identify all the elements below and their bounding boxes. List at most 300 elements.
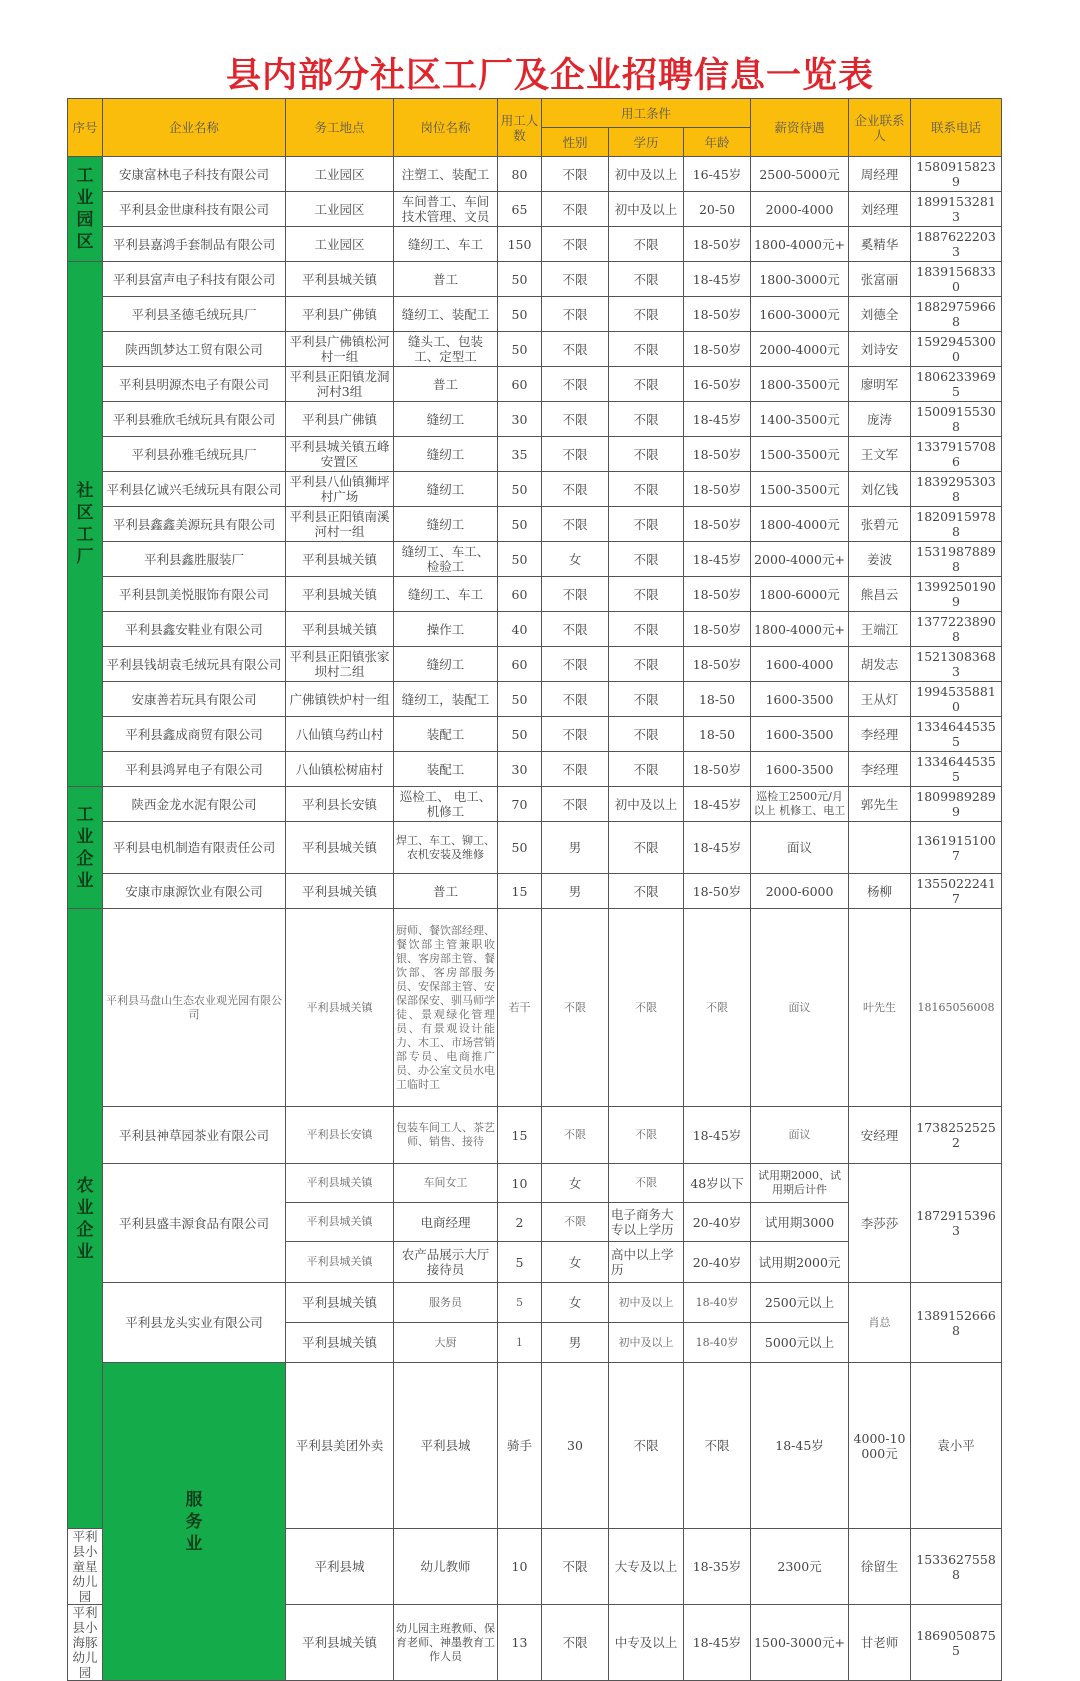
education: 初中及以上 bbox=[609, 1323, 684, 1363]
phone: 18099892899 bbox=[911, 787, 1002, 822]
headcount: 30 bbox=[498, 402, 542, 437]
category-agricultural-enterprise: 农业企业 bbox=[68, 909, 103, 1529]
gender: 不限 bbox=[542, 647, 609, 682]
table-row bbox=[68, 227, 1002, 262]
phone: 18829759668 bbox=[911, 297, 1002, 332]
age: 20-40岁 bbox=[684, 1203, 751, 1242]
phone: 18690508755 bbox=[911, 1605, 1002, 1681]
table-row bbox=[68, 1283, 1002, 1323]
work-location: 平利县八仙镇狮坪村广场 bbox=[286, 472, 394, 507]
position: 缝纫工 bbox=[394, 402, 498, 437]
gender: 不限 bbox=[542, 332, 609, 367]
gender: 不限 bbox=[542, 507, 609, 542]
headcount: 40 bbox=[498, 612, 542, 647]
phone: 13346445355 bbox=[911, 752, 1002, 787]
phone: 13619151007 bbox=[911, 822, 1002, 874]
phone: 18729153963 bbox=[911, 1164, 1002, 1283]
company-name: 平利县电机制造有限责任公司 bbox=[103, 822, 286, 874]
company-name: 平利县明源杰电子有限公司 bbox=[103, 367, 286, 402]
header-salary: 薪资待遇 bbox=[751, 99, 849, 157]
header-education: 学历 bbox=[609, 128, 684, 157]
phone: 15929453000 bbox=[911, 332, 1002, 367]
table-row bbox=[68, 297, 1002, 332]
work-location: 平利县城关镇 bbox=[286, 1203, 394, 1242]
table-row bbox=[68, 437, 1002, 472]
table-row bbox=[68, 647, 1002, 682]
phone: 18991532813 bbox=[911, 192, 1002, 227]
contact-person: 王从灯 bbox=[849, 682, 911, 717]
position: 缝纫工，装配工 bbox=[394, 682, 498, 717]
work-location: 平利县广佛镇松河村一组 bbox=[286, 332, 394, 367]
position: 缝纫工 bbox=[394, 647, 498, 682]
education: 不限 bbox=[609, 874, 684, 909]
age: 16-45岁 bbox=[684, 157, 751, 192]
work-location: 平利县城关镇 bbox=[286, 874, 394, 909]
salary: 1400-3500元 bbox=[751, 402, 849, 437]
gender: 不限 bbox=[542, 1529, 609, 1605]
phone: 18062339695 bbox=[911, 367, 1002, 402]
contact-person: 周经理 bbox=[849, 157, 911, 192]
salary: 1800-3500元 bbox=[751, 367, 849, 402]
company-name: 平利县马盘山生态农业观光园有限公司 bbox=[103, 909, 286, 1107]
gender: 女 bbox=[542, 542, 609, 577]
position: 缝纫工、车工 bbox=[394, 227, 498, 262]
contact-person: 刘德全 bbox=[849, 297, 911, 332]
table-row bbox=[68, 752, 1002, 787]
gender: 不限 bbox=[542, 787, 609, 822]
salary: 1800-4000元+ bbox=[751, 612, 849, 647]
salary: 面议 bbox=[751, 1107, 849, 1164]
gender: 女 bbox=[542, 1242, 609, 1283]
salary: 1800-4000元+ bbox=[751, 227, 849, 262]
education: 不限 bbox=[609, 472, 684, 507]
position: 巡检工、 电工、机修工 bbox=[394, 787, 498, 822]
education: 不限 bbox=[609, 227, 684, 262]
gender: 不限 bbox=[542, 157, 609, 192]
headcount: 5 bbox=[498, 1283, 542, 1323]
gender: 不限 bbox=[542, 192, 609, 227]
gender: 女 bbox=[542, 1164, 609, 1203]
table-row bbox=[68, 507, 1002, 542]
headcount: 5 bbox=[498, 1242, 542, 1283]
salary: 5000元以上 bbox=[751, 1323, 849, 1363]
work-location: 工业园区 bbox=[286, 157, 394, 192]
education: 不限 bbox=[609, 402, 684, 437]
contact-person: 王端江 bbox=[849, 612, 911, 647]
education: 初中及以上 bbox=[609, 192, 684, 227]
table-row bbox=[68, 909, 1002, 1107]
education: 不限 bbox=[609, 367, 684, 402]
table-row bbox=[68, 577, 1002, 612]
education: 初中及以上 bbox=[609, 787, 684, 822]
work-location: 平利县广佛镇 bbox=[286, 297, 394, 332]
phone: 15336275588 bbox=[911, 1529, 1002, 1605]
company-name: 安康善若玩具有限公司 bbox=[103, 682, 286, 717]
category-industrial-enterprise: 工业企业 bbox=[68, 787, 103, 909]
position: 缝纫工、车工、检验工 bbox=[394, 542, 498, 577]
age: 18-45岁 bbox=[684, 822, 751, 874]
work-location: 平利县城关镇 bbox=[286, 909, 394, 1107]
education: 不限 bbox=[609, 1107, 684, 1164]
work-location: 广佛镇铁炉村一组 bbox=[286, 682, 394, 717]
position: 车间女工 bbox=[394, 1164, 498, 1203]
salary: 1600-4000 bbox=[751, 647, 849, 682]
table-row bbox=[68, 262, 1002, 297]
position: 缝纫工 bbox=[394, 472, 498, 507]
education: 不限 bbox=[609, 822, 684, 874]
headcount: 50 bbox=[498, 507, 542, 542]
phone: 13992501909 bbox=[911, 577, 1002, 612]
work-location: 平利县城关镇 bbox=[286, 1242, 394, 1283]
position: 普工 bbox=[394, 262, 498, 297]
education: 不限 bbox=[609, 909, 684, 1107]
position: 厨师、餐饮部经理、餐饮部主管兼职收银、客房部主管、餐饮部、客房部服务员、安保部主管、安保部保安、驯马师学徒、景观绿化管理员、有景观设计能力、木工、市场营销部专员、电商推广员、办公室文员水电工临时工 bbox=[394, 909, 498, 1107]
contact-person: 甘老师 bbox=[849, 1605, 911, 1681]
age: 18-50岁 bbox=[684, 874, 751, 909]
age: 18-40岁 bbox=[684, 1323, 751, 1363]
position: 骑手 bbox=[498, 1363, 542, 1529]
education: 不限 bbox=[609, 507, 684, 542]
education: 不限 bbox=[684, 1363, 751, 1529]
salary: 2000-4000元 bbox=[751, 332, 849, 367]
work-location: 平利县城关镇五峰安置区 bbox=[286, 437, 394, 472]
age: 16-50岁 bbox=[684, 367, 751, 402]
company-name: 平利县鑫成商贸有限公司 bbox=[103, 717, 286, 752]
phone: 18392953038 bbox=[911, 472, 1002, 507]
education: 不限 bbox=[609, 752, 684, 787]
headcount: 50 bbox=[498, 717, 542, 752]
education: 不限 bbox=[609, 612, 684, 647]
category-service-industry: 服务业 bbox=[103, 1363, 286, 1681]
contact-person: 叶先生 bbox=[849, 909, 911, 1107]
table-row bbox=[68, 1164, 1002, 1203]
salary: 面议 bbox=[751, 909, 849, 1107]
phone: 18391568330 bbox=[911, 262, 1002, 297]
contact-person: 郭先生 bbox=[849, 787, 911, 822]
contact-person: 刘诗安 bbox=[849, 332, 911, 367]
position: 普工 bbox=[394, 367, 498, 402]
work-location: 平利县正阳镇张家坝村二组 bbox=[286, 647, 394, 682]
gender: 不限 bbox=[542, 437, 609, 472]
work-location: 平利县城关镇 bbox=[286, 262, 394, 297]
phone: 17382525252 bbox=[911, 1107, 1002, 1164]
phone: 13550222417 bbox=[911, 874, 1002, 909]
salary: 1500-3000元+ bbox=[751, 1605, 849, 1681]
table-row bbox=[68, 874, 1002, 909]
headcount: 15 bbox=[498, 1107, 542, 1164]
table-row bbox=[68, 717, 1002, 752]
position: 幼儿教师 bbox=[394, 1529, 498, 1605]
header-headcount: 用工人数 bbox=[498, 99, 542, 157]
contact-person: 杨柳 bbox=[849, 874, 911, 909]
gender: 不限 bbox=[609, 1363, 684, 1529]
headcount: 60 bbox=[498, 577, 542, 612]
contact-person: 王文军 bbox=[849, 437, 911, 472]
position: 幼儿园主班教师、保育老师、神墨教育工作人员 bbox=[394, 1605, 498, 1681]
salary: 2000-4000 bbox=[751, 192, 849, 227]
position: 农产品展示大厅接待员 bbox=[394, 1242, 498, 1283]
education: 大专及以上 bbox=[609, 1529, 684, 1605]
position: 缝纫工、车工 bbox=[394, 577, 498, 612]
work-location: 平利县正阳镇龙洞河村3组 bbox=[286, 367, 394, 402]
salary: 试用期3000 bbox=[751, 1203, 849, 1242]
gender: 男 bbox=[542, 874, 609, 909]
company-name: 平利县雅欣毛绒玩具有限公司 bbox=[103, 402, 286, 437]
headcount: 13 bbox=[498, 1605, 542, 1681]
phone: 18165056008 bbox=[911, 909, 1002, 1107]
headcount: 50 bbox=[498, 332, 542, 367]
work-location: 八仙镇乌药山村 bbox=[286, 717, 394, 752]
position: 焊工、车工、铆工、农机安装及维修 bbox=[394, 822, 498, 874]
headcount: 若干 bbox=[498, 909, 542, 1107]
company-name: 平利县鑫安鞋业有限公司 bbox=[103, 612, 286, 647]
position: 服务员 bbox=[394, 1283, 498, 1323]
salary: 1500-3500元 bbox=[751, 472, 849, 507]
headcount: 35 bbox=[498, 437, 542, 472]
education: 初中及以上 bbox=[609, 157, 684, 192]
education: 初中及以上 bbox=[609, 1283, 684, 1323]
age: 18-45岁 bbox=[684, 787, 751, 822]
contact-person: 姜波 bbox=[849, 542, 911, 577]
contact-person: 张碧元 bbox=[849, 507, 911, 542]
company-name: 平利县小童星幼儿园 bbox=[68, 1529, 103, 1605]
work-location: 平利县城关镇 bbox=[286, 1164, 394, 1203]
contact-person: 徐留生 bbox=[849, 1529, 911, 1605]
company-name: 平利县鑫鑫美源玩具有限公司 bbox=[103, 507, 286, 542]
education: 电子商务大专以上学历 bbox=[609, 1203, 684, 1242]
company-name: 平利县龙头实业有限公司 bbox=[103, 1283, 286, 1363]
table-row bbox=[68, 367, 1002, 402]
gender: 不限 bbox=[542, 1605, 609, 1681]
company-name: 平利县金世康科技有限公司 bbox=[103, 192, 286, 227]
education: 中专及以上 bbox=[609, 1605, 684, 1681]
headcount: 1 bbox=[498, 1323, 542, 1363]
headcount: 2 bbox=[498, 1203, 542, 1242]
table-header bbox=[68, 99, 1002, 157]
position: 操作工 bbox=[394, 612, 498, 647]
contact-person: 张富丽 bbox=[849, 262, 911, 297]
work-location: 平利县城关镇 bbox=[286, 1283, 394, 1323]
age: 18-50岁 bbox=[684, 577, 751, 612]
salary: 2000-6000 bbox=[751, 874, 849, 909]
age: 18-45岁 bbox=[684, 1605, 751, 1681]
company-name: 平利县圣德毛绒玩具厂 bbox=[103, 297, 286, 332]
gender: 不限 bbox=[542, 297, 609, 332]
age: 18-45岁 bbox=[684, 262, 751, 297]
position: 缝头工、包装工、定型工 bbox=[394, 332, 498, 367]
position: 大厨 bbox=[394, 1323, 498, 1363]
education: 不限 bbox=[609, 577, 684, 612]
work-location: 平利县城关镇 bbox=[286, 822, 394, 874]
header-position: 岗位名称 bbox=[394, 99, 498, 157]
work-location: 平利县城关镇 bbox=[286, 577, 394, 612]
phone: 13772238908 bbox=[911, 612, 1002, 647]
table-row bbox=[68, 822, 1002, 874]
gender: 不限 bbox=[542, 227, 609, 262]
position: 缝纫工 bbox=[394, 507, 498, 542]
work-location: 工业园区 bbox=[286, 227, 394, 262]
contact-person: 安经理 bbox=[849, 1107, 911, 1164]
age: 18-50岁 bbox=[684, 612, 751, 647]
table-row bbox=[68, 472, 1002, 507]
table-row bbox=[68, 332, 1002, 367]
age: 18-45岁 bbox=[684, 542, 751, 577]
headcount: 60 bbox=[498, 367, 542, 402]
salary: 1800-6000元 bbox=[751, 577, 849, 612]
headcount: 150 bbox=[498, 227, 542, 262]
salary: 1800-3000元 bbox=[751, 262, 849, 297]
headcount: 15 bbox=[498, 874, 542, 909]
phone: 13379157086 bbox=[911, 437, 1002, 472]
gender: 不限 bbox=[542, 612, 609, 647]
position: 缝纫工 bbox=[394, 437, 498, 472]
age: 20-40岁 bbox=[684, 1242, 751, 1283]
salary: 1600-3500 bbox=[751, 717, 849, 752]
header-gender: 性别 bbox=[542, 128, 609, 157]
table-row bbox=[68, 192, 1002, 227]
contact-person: 肖总 bbox=[849, 1283, 911, 1363]
headcount: 30 bbox=[498, 752, 542, 787]
phone: 18209159788 bbox=[911, 507, 1002, 542]
headcount: 50 bbox=[498, 472, 542, 507]
age: 18-45岁 bbox=[684, 402, 751, 437]
education: 高中以上学历 bbox=[609, 1242, 684, 1283]
table-row bbox=[68, 1363, 1002, 1529]
salary: 2500元以上 bbox=[751, 1283, 849, 1323]
work-location: 平利县城 bbox=[394, 1363, 498, 1529]
salary bbox=[751, 787, 849, 822]
headcount: 60 bbox=[498, 647, 542, 682]
header-phone: 联系电话 bbox=[911, 99, 1002, 157]
header-company: 企业名称 bbox=[103, 99, 286, 157]
table-row bbox=[68, 542, 1002, 577]
header-conditions: 用工条件 bbox=[542, 99, 751, 128]
page-title: 县内部分社区工厂及企业招聘信息一览表 bbox=[225, 56, 874, 96]
headcount: 70 bbox=[498, 787, 542, 822]
gender: 不限 bbox=[542, 262, 609, 297]
header-contact: 企业联系人 bbox=[849, 99, 911, 157]
headcount: 50 bbox=[498, 542, 542, 577]
phone: 15809158239 bbox=[911, 157, 1002, 192]
headcount: 65 bbox=[498, 192, 542, 227]
position: 包装车间工人、茶艺师、销售、接待 bbox=[394, 1107, 498, 1164]
education: 不限 bbox=[609, 647, 684, 682]
gender: 女 bbox=[542, 1283, 609, 1323]
age: 18-50 bbox=[684, 717, 751, 752]
position: 缝纫工、装配工 bbox=[394, 297, 498, 332]
age: 18-50岁 bbox=[684, 507, 751, 542]
gender: 不限 bbox=[542, 752, 609, 787]
phone: 19945358810 bbox=[911, 682, 1002, 717]
gender: 不限 bbox=[542, 1203, 609, 1242]
age: 48岁以下 bbox=[684, 1164, 751, 1203]
work-location: 工业园区 bbox=[286, 192, 394, 227]
gender: 不限 bbox=[542, 472, 609, 507]
work-location: 平利县广佛镇 bbox=[286, 402, 394, 437]
headcount: 30 bbox=[542, 1363, 609, 1529]
company-name: 平利县盛丰源食品有限公司 bbox=[103, 1164, 286, 1283]
phone: 18876222033 bbox=[911, 227, 1002, 262]
position: 注塑工、装配工 bbox=[394, 157, 498, 192]
salary: 2300元 bbox=[751, 1529, 849, 1605]
work-location: 平利县正阳镇南溪河村一组 bbox=[286, 507, 394, 542]
headcount: 50 bbox=[498, 297, 542, 332]
position: 装配工 bbox=[394, 717, 498, 752]
contact-person: 李经理 bbox=[849, 717, 911, 752]
age: 18-45岁 bbox=[751, 1363, 849, 1529]
contact-person: 刘亿钱 bbox=[849, 472, 911, 507]
header-age: 年龄 bbox=[684, 128, 751, 157]
phone: 13891526668 bbox=[911, 1283, 1002, 1363]
company-name: 安康富林电子科技有限公司 bbox=[103, 157, 286, 192]
phone: 15213083683 bbox=[911, 647, 1002, 682]
education: 不限 bbox=[609, 297, 684, 332]
work-location: 平利县城 bbox=[286, 1529, 394, 1605]
contact-person: 刘经理 bbox=[849, 192, 911, 227]
age: 18-40岁 bbox=[684, 1283, 751, 1323]
age: 18-50岁 bbox=[684, 752, 751, 787]
education: 不限 bbox=[609, 332, 684, 367]
work-location: 平利县长安镇 bbox=[286, 1107, 394, 1164]
education: 不限 bbox=[609, 437, 684, 472]
age: 18-50岁 bbox=[684, 647, 751, 682]
company-name: 陕西凯梦达工贸有限公司 bbox=[103, 332, 286, 367]
company-name: 平利县凯美悦服饰有限公司 bbox=[103, 577, 286, 612]
recruitment-table bbox=[67, 98, 1002, 1681]
gender: 不限 bbox=[542, 682, 609, 717]
phone: 15319878898 bbox=[911, 542, 1002, 577]
education: 不限 bbox=[609, 1164, 684, 1203]
salary: 1500-3500元 bbox=[751, 437, 849, 472]
phone: 15009155308 bbox=[911, 402, 1002, 437]
table-row bbox=[68, 787, 1002, 822]
work-location: 平利县长安镇 bbox=[286, 787, 394, 822]
age: 18-50岁 bbox=[684, 227, 751, 262]
gender: 不限 bbox=[542, 909, 609, 1107]
headcount: 50 bbox=[498, 682, 542, 717]
salary: 1600-3500 bbox=[751, 682, 849, 717]
age: 18-50 bbox=[684, 682, 751, 717]
company-name: 平利县美团外卖 bbox=[286, 1363, 394, 1529]
company-name: 平利县亿诚兴毛绒玩具有限公司 bbox=[103, 472, 286, 507]
education: 不限 bbox=[609, 262, 684, 297]
age: 20-50 bbox=[684, 192, 751, 227]
salary: 2000-4000元+ bbox=[751, 542, 849, 577]
header-seq: 序号 bbox=[68, 99, 103, 157]
work-location: 平利县城关镇 bbox=[286, 612, 394, 647]
contact-person: 胡发志 bbox=[849, 647, 911, 682]
age: 18-45岁 bbox=[684, 1107, 751, 1164]
table-row bbox=[68, 682, 1002, 717]
age: 18-50岁 bbox=[684, 472, 751, 507]
work-location: 平利县城关镇 bbox=[286, 542, 394, 577]
category-community-factory: 社区工厂 bbox=[68, 262, 103, 787]
contact-person: 廖明军 bbox=[849, 367, 911, 402]
contact-person bbox=[849, 822, 911, 874]
age: 18-50岁 bbox=[684, 332, 751, 367]
position: 车间普工、车间技术管理、文员 bbox=[394, 192, 498, 227]
company-name: 平利县神草园茶业有限公司 bbox=[103, 1107, 286, 1164]
work-location: 平利县城关镇 bbox=[286, 1323, 394, 1363]
table-row bbox=[68, 402, 1002, 437]
age: 18-50岁 bbox=[684, 297, 751, 332]
phone: 13346445355 bbox=[911, 717, 1002, 752]
salary-text: 巡检工2500元/月以上 机修工、电工 bbox=[753, 790, 846, 817]
gender: 不限 bbox=[542, 402, 609, 437]
contact-person: 李莎莎 bbox=[849, 1164, 911, 1283]
headcount: 50 bbox=[498, 262, 542, 297]
contact-person: 熊昌云 bbox=[849, 577, 911, 612]
